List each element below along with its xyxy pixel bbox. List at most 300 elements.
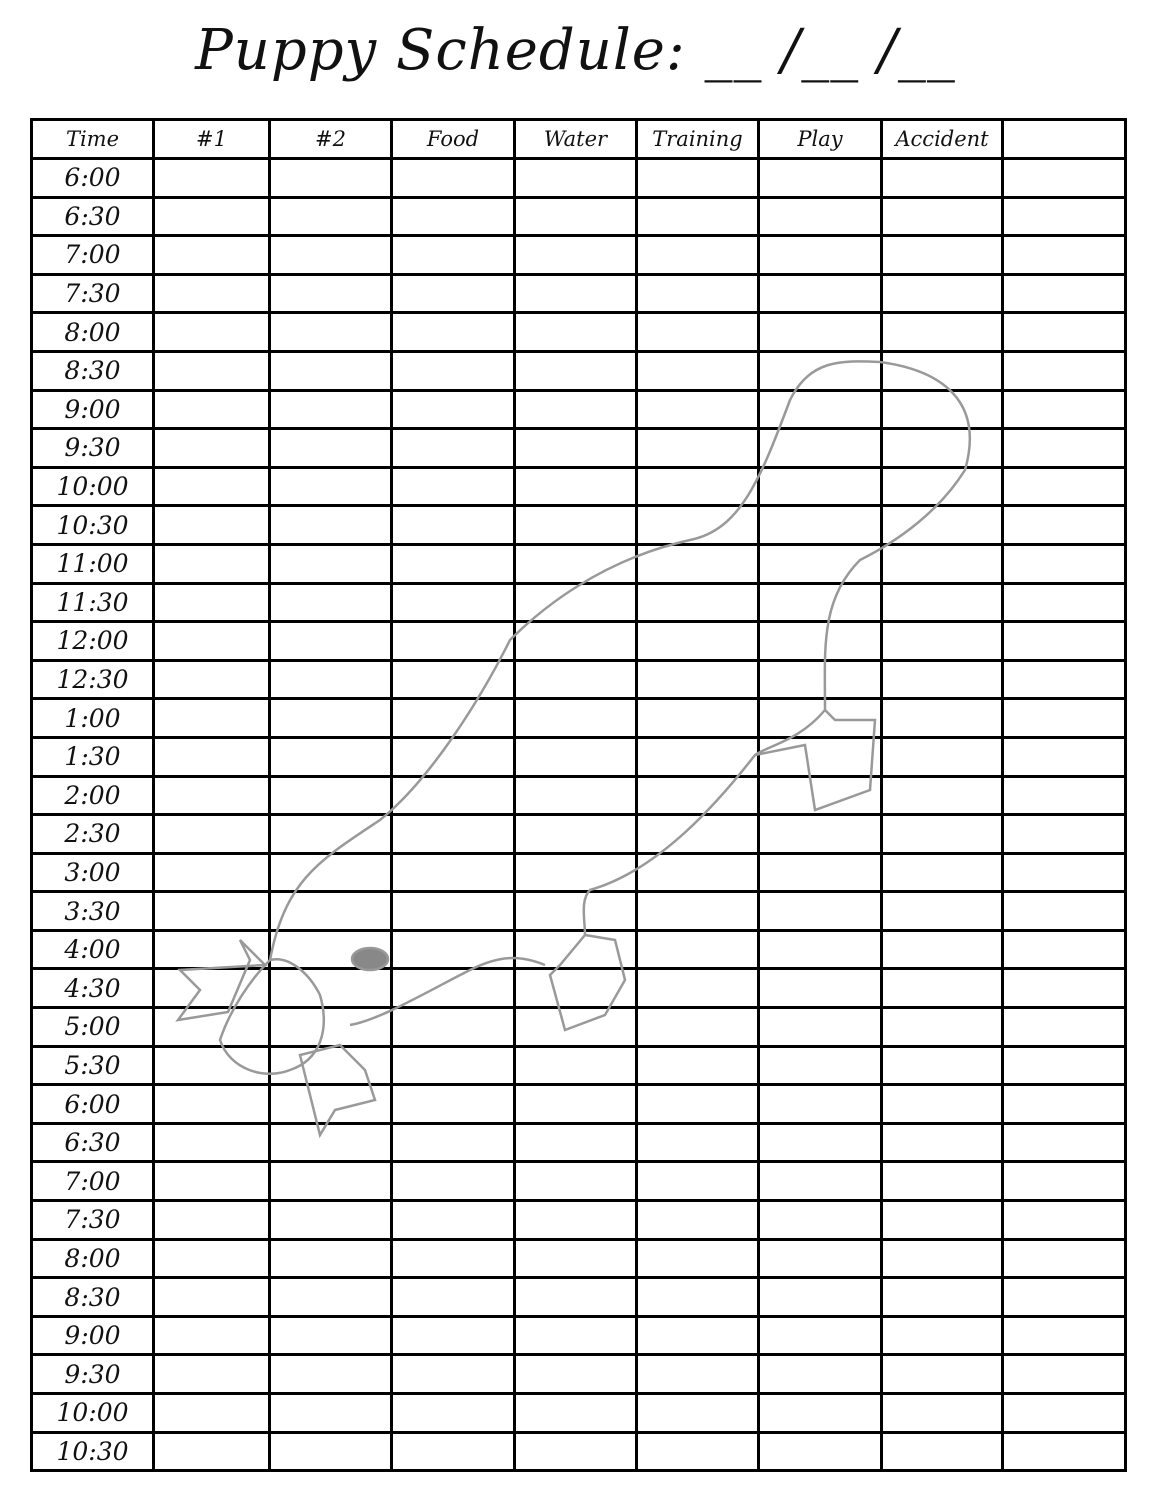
schedule-cell[interactable]	[637, 1123, 759, 1162]
schedule-cell[interactable]	[759, 1201, 882, 1240]
schedule-cell[interactable]	[637, 622, 759, 661]
schedule-cell[interactable]	[637, 969, 759, 1008]
time-label: 9:30	[32, 429, 154, 468]
schedule-cell[interactable]	[515, 197, 637, 236]
schedule-cell[interactable]	[515, 1046, 637, 1085]
schedule-cell[interactable]	[882, 236, 1003, 275]
schedule-cell[interactable]	[882, 660, 1003, 699]
schedule-cell[interactable]	[515, 159, 637, 198]
schedule-cell[interactable]	[515, 390, 637, 429]
schedule-cell[interactable]	[270, 351, 392, 390]
schedule-cell[interactable]	[270, 930, 392, 969]
schedule-cell[interactable]	[515, 1162, 637, 1201]
schedule-cell[interactable]	[154, 660, 270, 699]
schedule-cell[interactable]	[515, 969, 637, 1008]
schedule-cell[interactable]	[154, 351, 270, 390]
schedule-cell[interactable]	[392, 737, 515, 776]
schedule-cell[interactable]	[270, 1316, 392, 1355]
schedule-cell[interactable]	[1003, 1355, 1126, 1394]
schedule-cell[interactable]	[154, 1278, 270, 1317]
schedule-cell[interactable]	[515, 236, 637, 275]
schedule-cell[interactable]	[759, 313, 882, 352]
schedule-cell[interactable]	[1003, 1046, 1126, 1085]
schedule-cell[interactable]	[270, 892, 392, 931]
schedule-cell[interactable]	[154, 313, 270, 352]
schedule-cell[interactable]	[392, 1316, 515, 1355]
schedule-cell[interactable]	[515, 699, 637, 738]
schedule-cell[interactable]	[270, 1432, 392, 1471]
schedule-cell[interactable]	[1003, 467, 1126, 506]
schedule-cell[interactable]	[1003, 506, 1126, 545]
schedule-cell[interactable]	[882, 583, 1003, 622]
schedule-cell[interactable]	[759, 1046, 882, 1085]
schedule-cell[interactable]	[882, 969, 1003, 1008]
schedule-cell[interactable]	[1003, 930, 1126, 969]
schedule-cell[interactable]	[515, 853, 637, 892]
schedule-cell[interactable]	[882, 1123, 1003, 1162]
schedule-cell[interactable]	[392, 351, 515, 390]
schedule-cell[interactable]	[515, 351, 637, 390]
schedule-cell[interactable]	[637, 197, 759, 236]
schedule-cell[interactable]	[392, 429, 515, 468]
schedule-cell[interactable]	[882, 274, 1003, 313]
schedule-cell[interactable]	[154, 390, 270, 429]
column-header-water: Water	[515, 120, 637, 159]
schedule-cell[interactable]	[759, 1355, 882, 1394]
schedule-cell[interactable]	[154, 1394, 270, 1433]
schedule-cell[interactable]	[1003, 776, 1126, 815]
schedule-cell[interactable]	[1003, 351, 1126, 390]
schedule-cell[interactable]	[154, 1008, 270, 1047]
time-label: 2:30	[32, 815, 154, 854]
schedule-cell[interactable]	[1003, 815, 1126, 854]
schedule-cell[interactable]	[515, 1278, 637, 1317]
schedule-cell[interactable]	[637, 930, 759, 969]
schedule-cell[interactable]	[637, 506, 759, 545]
schedule-cell[interactable]	[392, 1162, 515, 1201]
column-header-food: Food	[392, 120, 515, 159]
schedule-cell[interactable]	[882, 1355, 1003, 1394]
schedule-cell[interactable]	[1003, 1394, 1126, 1433]
table-row	[32, 351, 1126, 390]
schedule-cell[interactable]	[1003, 1278, 1126, 1317]
schedule-cell[interactable]	[882, 1201, 1003, 1240]
schedule-cell[interactable]	[1003, 1201, 1126, 1240]
schedule-cell[interactable]	[1003, 1239, 1126, 1278]
schedule-cell[interactable]	[515, 506, 637, 545]
schedule-cell[interactable]	[515, 1355, 637, 1394]
schedule-cell[interactable]	[392, 274, 515, 313]
schedule-cell[interactable]	[154, 930, 270, 969]
schedule-cell[interactable]	[637, 1046, 759, 1085]
schedule-cell[interactable]	[154, 1162, 270, 1201]
schedule-cell[interactable]	[882, 197, 1003, 236]
schedule-cell[interactable]	[1003, 1123, 1126, 1162]
schedule-cell[interactable]	[270, 776, 392, 815]
schedule-cell[interactable]	[882, 699, 1003, 738]
time-label: 6:30	[32, 197, 154, 236]
schedule-cell[interactable]	[1003, 699, 1126, 738]
schedule-cell[interactable]	[515, 544, 637, 583]
schedule-cell[interactable]	[154, 892, 270, 931]
schedule-cell[interactable]	[154, 969, 270, 1008]
schedule-cell[interactable]	[154, 1432, 270, 1471]
schedule-cell[interactable]	[270, 737, 392, 776]
schedule-cell[interactable]	[392, 1123, 515, 1162]
schedule-cell[interactable]	[270, 1239, 392, 1278]
schedule-cell[interactable]	[759, 351, 882, 390]
schedule-cell[interactable]	[392, 506, 515, 545]
schedule-cell[interactable]	[270, 1278, 392, 1317]
schedule-cell[interactable]	[637, 737, 759, 776]
schedule-cell[interactable]	[392, 159, 515, 198]
schedule-cell[interactable]	[1003, 390, 1126, 429]
schedule-cell[interactable]	[882, 313, 1003, 352]
schedule-cell[interactable]	[154, 1085, 270, 1124]
schedule-cell[interactable]	[1003, 969, 1126, 1008]
schedule-cell[interactable]	[515, 1123, 637, 1162]
schedule-cell[interactable]	[882, 930, 1003, 969]
schedule-cell[interactable]	[759, 1123, 882, 1162]
schedule-cell[interactable]	[392, 236, 515, 275]
schedule-cell[interactable]	[270, 544, 392, 583]
schedule-cell[interactable]	[154, 197, 270, 236]
table-row	[32, 583, 1126, 622]
schedule-cell[interactable]	[154, 544, 270, 583]
schedule-cell[interactable]	[759, 776, 882, 815]
schedule-cell[interactable]	[392, 1201, 515, 1240]
table-row	[32, 1123, 1126, 1162]
schedule-cell[interactable]	[1003, 622, 1126, 661]
schedule-cell[interactable]	[882, 429, 1003, 468]
schedule-cell[interactable]	[154, 853, 270, 892]
schedule-cell[interactable]	[270, 583, 392, 622]
schedule-cell[interactable]	[637, 1278, 759, 1317]
schedule-cell[interactable]	[759, 930, 882, 969]
schedule-cell[interactable]	[882, 1239, 1003, 1278]
table-row	[32, 313, 1126, 352]
time-label: 9:00	[32, 1316, 154, 1355]
schedule-cell[interactable]	[392, 390, 515, 429]
schedule-cell[interactable]	[270, 429, 392, 468]
schedule-cell[interactable]	[637, 467, 759, 506]
schedule-cell[interactable]	[154, 1123, 270, 1162]
schedule-cell[interactable]	[637, 1316, 759, 1355]
schedule-cell[interactable]	[1003, 313, 1126, 352]
schedule-cell[interactable]	[759, 274, 882, 313]
schedule-cell[interactable]	[515, 583, 637, 622]
schedule-cell[interactable]	[882, 1432, 1003, 1471]
schedule-cell[interactable]	[515, 776, 637, 815]
schedule-cell[interactable]	[154, 776, 270, 815]
schedule-cell[interactable]	[759, 737, 882, 776]
schedule-cell[interactable]	[515, 1239, 637, 1278]
schedule-cell[interactable]	[154, 274, 270, 313]
schedule-cell[interactable]	[1003, 236, 1126, 275]
schedule-cell[interactable]	[882, 159, 1003, 198]
schedule-cell[interactable]	[882, 815, 1003, 854]
schedule-cell[interactable]	[759, 660, 882, 699]
schedule-cell[interactable]	[392, 930, 515, 969]
table-row	[32, 737, 1126, 776]
schedule-cell[interactable]	[154, 506, 270, 545]
schedule-cell[interactable]	[515, 467, 637, 506]
schedule-cell[interactable]	[270, 1123, 392, 1162]
schedule-cell[interactable]	[515, 1008, 637, 1047]
time-label: 10:00	[32, 467, 154, 506]
schedule-cell[interactable]	[154, 1316, 270, 1355]
schedule-cell[interactable]	[882, 1085, 1003, 1124]
schedule-cell[interactable]	[515, 930, 637, 969]
schedule-cell[interactable]	[392, 622, 515, 661]
schedule-cell[interactable]	[270, 1085, 392, 1124]
schedule-cell[interactable]	[882, 737, 1003, 776]
schedule-cell[interactable]	[759, 1085, 882, 1124]
schedule-cell[interactable]	[1003, 1316, 1126, 1355]
schedule-cell[interactable]	[637, 892, 759, 931]
schedule-cell[interactable]	[637, 274, 759, 313]
table-row	[32, 930, 1126, 969]
schedule-cell[interactable]	[270, 853, 392, 892]
schedule-cell[interactable]	[759, 583, 882, 622]
table-row	[32, 390, 1126, 429]
schedule-cell[interactable]	[392, 892, 515, 931]
schedule-cell[interactable]	[392, 1432, 515, 1471]
schedule-cell[interactable]	[515, 1432, 637, 1471]
schedule-cell[interactable]	[392, 1239, 515, 1278]
column-header-blank	[1003, 120, 1126, 159]
schedule-cell[interactable]	[1003, 159, 1126, 198]
schedule-cell[interactable]	[637, 815, 759, 854]
schedule-cell[interactable]	[637, 583, 759, 622]
schedule-cell[interactable]	[637, 1201, 759, 1240]
schedule-cell[interactable]	[882, 1278, 1003, 1317]
schedule-cell[interactable]	[154, 737, 270, 776]
schedule-cell[interactable]	[637, 429, 759, 468]
schedule-cell[interactable]	[759, 1162, 882, 1201]
schedule-cell[interactable]	[882, 506, 1003, 545]
schedule-cell[interactable]	[154, 429, 270, 468]
schedule-cell[interactable]	[759, 1278, 882, 1317]
schedule-cell[interactable]	[637, 1394, 759, 1433]
time-label: 6:30	[32, 1123, 154, 1162]
schedule-cell[interactable]	[637, 1085, 759, 1124]
schedule-cell[interactable]	[882, 1162, 1003, 1201]
table-row	[32, 506, 1126, 545]
schedule-cell[interactable]	[637, 1162, 759, 1201]
schedule-cell[interactable]	[882, 1394, 1003, 1433]
schedule-cell[interactable]	[154, 1239, 270, 1278]
schedule-cell[interactable]	[1003, 1162, 1126, 1201]
schedule-cell[interactable]	[392, 583, 515, 622]
schedule-cell[interactable]	[1003, 583, 1126, 622]
schedule-cell[interactable]	[515, 660, 637, 699]
schedule-cell[interactable]	[515, 622, 637, 661]
schedule-cell[interactable]	[759, 815, 882, 854]
schedule-cell[interactable]	[882, 544, 1003, 583]
schedule-cell[interactable]	[1003, 274, 1126, 313]
schedule-cell[interactable]	[154, 1355, 270, 1394]
schedule-cell[interactable]	[270, 660, 392, 699]
schedule-cell[interactable]	[1003, 1432, 1126, 1471]
schedule-cell[interactable]	[759, 1008, 882, 1047]
schedule-cell[interactable]	[392, 699, 515, 738]
schedule-cell[interactable]	[759, 622, 882, 661]
schedule-cell[interactable]	[270, 622, 392, 661]
table-row	[32, 1394, 1126, 1433]
schedule-cell[interactable]	[270, 969, 392, 1008]
schedule-cell[interactable]	[515, 1394, 637, 1433]
schedule-cell[interactable]	[637, 351, 759, 390]
schedule-cell[interactable]	[637, 390, 759, 429]
schedule-cell[interactable]	[637, 776, 759, 815]
schedule-cell[interactable]	[154, 622, 270, 661]
schedule-cell[interactable]	[759, 506, 882, 545]
schedule-cell[interactable]	[154, 1046, 270, 1085]
schedule-cell[interactable]	[270, 236, 392, 275]
schedule-cell[interactable]	[392, 467, 515, 506]
schedule-cell[interactable]	[154, 159, 270, 198]
schedule-cell[interactable]	[759, 853, 882, 892]
schedule-cell[interactable]	[270, 506, 392, 545]
schedule-cell[interactable]	[882, 622, 1003, 661]
schedule-cell[interactable]	[515, 737, 637, 776]
time-label: 6:00	[32, 1085, 154, 1124]
schedule-cell[interactable]	[392, 776, 515, 815]
schedule-cell[interactable]	[270, 1162, 392, 1201]
schedule-cell[interactable]	[759, 892, 882, 931]
schedule-cell[interactable]	[392, 1394, 515, 1433]
schedule-cell[interactable]	[392, 815, 515, 854]
schedule-cell[interactable]	[637, 1239, 759, 1278]
schedule-cell[interactable]	[154, 236, 270, 275]
schedule-cell[interactable]	[637, 1008, 759, 1047]
schedule-cell[interactable]	[270, 274, 392, 313]
schedule-cell[interactable]	[882, 351, 1003, 390]
schedule-cell[interactable]	[392, 1008, 515, 1047]
schedule-cell[interactable]	[759, 467, 882, 506]
schedule-cell[interactable]	[392, 1085, 515, 1124]
schedule-cell[interactable]	[270, 1046, 392, 1085]
schedule-cell[interactable]	[515, 1201, 637, 1240]
table-row	[32, 1239, 1126, 1278]
schedule-cell[interactable]	[1003, 429, 1126, 468]
schedule-cell[interactable]	[759, 969, 882, 1008]
schedule-cell[interactable]	[759, 159, 882, 198]
schedule-cell[interactable]	[1003, 197, 1126, 236]
schedule-cell[interactable]	[515, 892, 637, 931]
schedule-cell[interactable]	[392, 1046, 515, 1085]
schedule-cell[interactable]	[270, 1008, 392, 1047]
time-label: 10:00	[32, 1394, 154, 1433]
table-row	[32, 1355, 1126, 1394]
schedule-cell[interactable]	[515, 1085, 637, 1124]
schedule-cell[interactable]	[1003, 737, 1126, 776]
schedule-cell[interactable]	[270, 390, 392, 429]
schedule-cell[interactable]	[392, 969, 515, 1008]
schedule-cell[interactable]	[759, 197, 882, 236]
schedule-cell[interactable]	[154, 467, 270, 506]
schedule-cell[interactable]	[270, 1201, 392, 1240]
schedule-cell[interactable]	[515, 1316, 637, 1355]
schedule-cell[interactable]	[270, 1355, 392, 1394]
schedule-cell[interactable]	[759, 1394, 882, 1433]
schedule-cell[interactable]	[1003, 1085, 1126, 1124]
schedule-cell[interactable]	[759, 429, 882, 468]
schedule-cell[interactable]	[154, 815, 270, 854]
schedule-cell[interactable]	[154, 583, 270, 622]
schedule-cell[interactable]	[270, 197, 392, 236]
schedule-cell[interactable]	[759, 390, 882, 429]
schedule-cell[interactable]	[759, 1239, 882, 1278]
schedule-cell[interactable]	[882, 1316, 1003, 1355]
schedule-cell[interactable]	[637, 1355, 759, 1394]
schedule-cell[interactable]	[882, 467, 1003, 506]
schedule-cell[interactable]	[270, 467, 392, 506]
schedule-cell[interactable]	[392, 1355, 515, 1394]
schedule-cell[interactable]	[637, 1432, 759, 1471]
schedule-cell[interactable]	[759, 699, 882, 738]
schedule-cell[interactable]	[637, 544, 759, 583]
schedule-cell[interactable]	[882, 1008, 1003, 1047]
schedule-cell[interactable]	[392, 853, 515, 892]
schedule-cell[interactable]	[637, 660, 759, 699]
schedule-cell[interactable]	[154, 1201, 270, 1240]
schedule-cell[interactable]	[270, 699, 392, 738]
schedule-cell[interactable]	[392, 1278, 515, 1317]
schedule-cell[interactable]	[882, 776, 1003, 815]
schedule-cell[interactable]	[392, 660, 515, 699]
schedule-cell[interactable]	[270, 159, 392, 198]
schedule-cell[interactable]	[270, 815, 392, 854]
schedule-cell[interactable]	[759, 544, 882, 583]
schedule-cell[interactable]	[270, 1394, 392, 1433]
schedule-cell[interactable]	[270, 313, 392, 352]
schedule-cell[interactable]	[882, 1046, 1003, 1085]
column-header-play: Play	[759, 120, 882, 159]
schedule-cell[interactable]	[1003, 853, 1126, 892]
table-row	[32, 622, 1126, 661]
schedule-cell[interactable]	[637, 159, 759, 198]
table-row	[32, 1008, 1126, 1047]
schedule-cell[interactable]	[515, 274, 637, 313]
time-label: 3:30	[32, 892, 154, 931]
schedule-cell[interactable]	[515, 313, 637, 352]
schedule-cell[interactable]	[392, 544, 515, 583]
schedule-cell[interactable]	[759, 236, 882, 275]
schedule-cell[interactable]	[392, 197, 515, 236]
schedule-cell[interactable]	[154, 699, 270, 738]
schedule-cell[interactable]	[1003, 544, 1126, 583]
schedule-cell[interactable]	[1003, 1008, 1126, 1047]
schedule-cell[interactable]	[882, 892, 1003, 931]
schedule-cell[interactable]	[1003, 892, 1126, 931]
time-label: 6:00	[32, 159, 154, 198]
schedule-cell[interactable]	[515, 815, 637, 854]
schedule-cell[interactable]	[882, 853, 1003, 892]
schedule-cell[interactable]	[1003, 660, 1126, 699]
schedule-cell[interactable]	[637, 313, 759, 352]
schedule-cell[interactable]	[882, 390, 1003, 429]
schedule-cell[interactable]	[637, 236, 759, 275]
schedule-cell[interactable]	[637, 699, 759, 738]
schedule-cell[interactable]	[515, 429, 637, 468]
schedule-cell[interactable]	[392, 313, 515, 352]
table-row	[32, 274, 1126, 313]
schedule-cell[interactable]	[759, 1316, 882, 1355]
schedule-cell[interactable]	[637, 853, 759, 892]
schedule-cell[interactable]	[759, 1432, 882, 1471]
